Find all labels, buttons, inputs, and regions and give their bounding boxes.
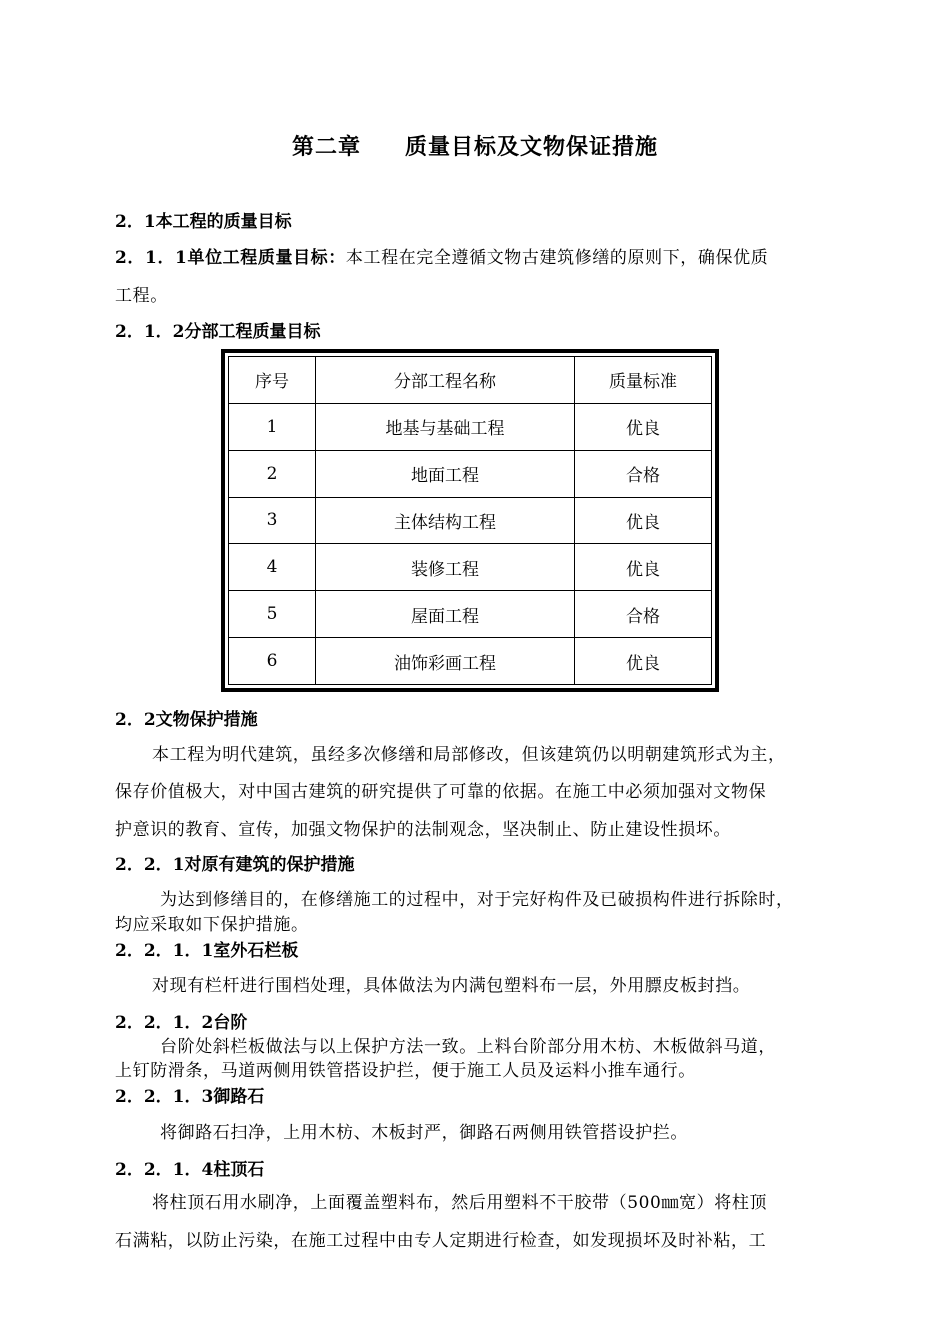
paragraph-2-2-1-line2: 均应采取如下保护措施。 xyxy=(115,915,309,935)
paragraph-2-2-1-4-line1: 将柱顶石用水刷净，上面覆盖塑料布，然后用塑料不干胶带（500㎜宽）将柱顶 xyxy=(152,1193,768,1213)
table-cell-index: 4 xyxy=(229,544,316,591)
quality-table-frame xyxy=(221,349,719,692)
paragraph-2-2-line3: 护意识的教育、宣传，加强文物保护的法制观念，坚决制止、防止建设性损坏。 xyxy=(115,820,731,840)
table-cell-standard: 优良 xyxy=(575,638,712,685)
paragraph-2-1-1-line1 xyxy=(115,243,768,268)
table-cell-index: 6 xyxy=(229,638,316,685)
heading-2-1-2: 2．1．2分部工程质量目标 xyxy=(115,322,321,342)
table-cell-index: 3 xyxy=(229,497,316,544)
chapter-number: 第二章 xyxy=(291,134,361,160)
table-cell-name: 地面工程 xyxy=(316,450,575,497)
table-cell-name: 装修工程 xyxy=(316,544,575,591)
table-cell-name: 主体结构工程 xyxy=(316,497,575,544)
heading-2-2-1-2: 2．2．1．2台阶 xyxy=(115,1013,248,1033)
table-header-cell: 质量标准 xyxy=(575,357,712,404)
table-row xyxy=(229,544,712,591)
paragraph-2-2-line1: 本工程为明代建筑，虽经多次修缮和局部修改，但该建筑仍以明朝建筑形式为主， xyxy=(152,745,786,765)
heading-2-2-1-1: 2．2．1．1室外石栏板 xyxy=(115,941,299,961)
table-cell-standard: 合格 xyxy=(575,591,712,638)
table-cell-standard: 优良 xyxy=(575,403,712,450)
table-cell-name: 地基与基础工程 xyxy=(316,403,575,450)
table-cell-index: 2 xyxy=(229,450,316,497)
paragraph-2-2-1-2-line1: 台阶处斜栏板做法与以上保护方法一致。上料台阶部分用木枋、木板做斜马道， xyxy=(160,1037,776,1057)
table-cell-index: 5 xyxy=(229,591,316,638)
paragraph-2-2-1-4-line2: 石满粘，以防止污染，在施工过程中由专人定期进行检查，如发现损坏及时补粘，工 xyxy=(115,1231,767,1251)
heading-2-1-1: 2．1．1单位工程质量目标： xyxy=(115,248,346,268)
table-cell-standard: 合格 xyxy=(575,450,712,497)
paragraph-2-2-line2: 保存价值极大，对中国古建筑的研究提供了可靠的依据。在施工中必须加强对文物保 xyxy=(115,782,767,802)
table-row xyxy=(229,450,712,497)
paragraph-2-2-1-2-line2: 上钉防滑条，马道两侧用铁管搭设护拦，便于施工人员及运料小推车通行。 xyxy=(115,1061,696,1081)
table-header-cell: 分部工程名称 xyxy=(316,357,575,404)
table-header-row xyxy=(229,357,712,404)
table-row xyxy=(229,591,712,638)
table-row xyxy=(229,638,712,685)
paragraph-2-2-1-line1: 为达到修缮目的，在修缮施工的过程中，对于完好构件及已破损构件进行拆除时， xyxy=(160,890,794,910)
table-header-cell: 序号 xyxy=(229,357,316,404)
table-row xyxy=(229,497,712,544)
heading-2-2-1-3: 2．2．1．3御路石 xyxy=(115,1087,265,1107)
table-row xyxy=(229,403,712,450)
text-2-1-1-line1: 本工程在完全遵循文物古建筑修缮的原则下，确保优质 xyxy=(345,248,769,268)
chapter-name: 质量目标及文物保证措施 xyxy=(405,134,659,160)
table-cell-name: 油饰彩画工程 xyxy=(316,638,575,685)
table-cell-standard: 优良 xyxy=(575,497,712,544)
chapter-title xyxy=(0,130,950,161)
heading-2-2: 2．2文物保护措施 xyxy=(115,710,258,730)
table-cell-name: 屋面工程 xyxy=(316,591,575,638)
text-2-1-1-line2: 工程。 xyxy=(115,286,168,306)
table-cell-index: 1 xyxy=(229,403,316,450)
quality-table xyxy=(228,356,712,685)
heading-2-2-1-4: 2．2．1．4柱顶石 xyxy=(115,1160,265,1180)
heading-2-1: 2．1本工程的质量目标 xyxy=(115,212,292,232)
table-cell-standard: 优良 xyxy=(575,544,712,591)
paragraph-2-2-1-1: 对现有栏杆进行围档处理，具体做法为内满包塑料布一层，外用膘皮板封挡。 xyxy=(152,976,751,996)
paragraph-2-2-1-3: 将御路石扫净，上用木枋、木板封严，御路石两侧用铁管搭设护拦。 xyxy=(160,1123,688,1143)
heading-2-2-1: 2．2．1对原有建筑的保护措施 xyxy=(115,855,355,875)
